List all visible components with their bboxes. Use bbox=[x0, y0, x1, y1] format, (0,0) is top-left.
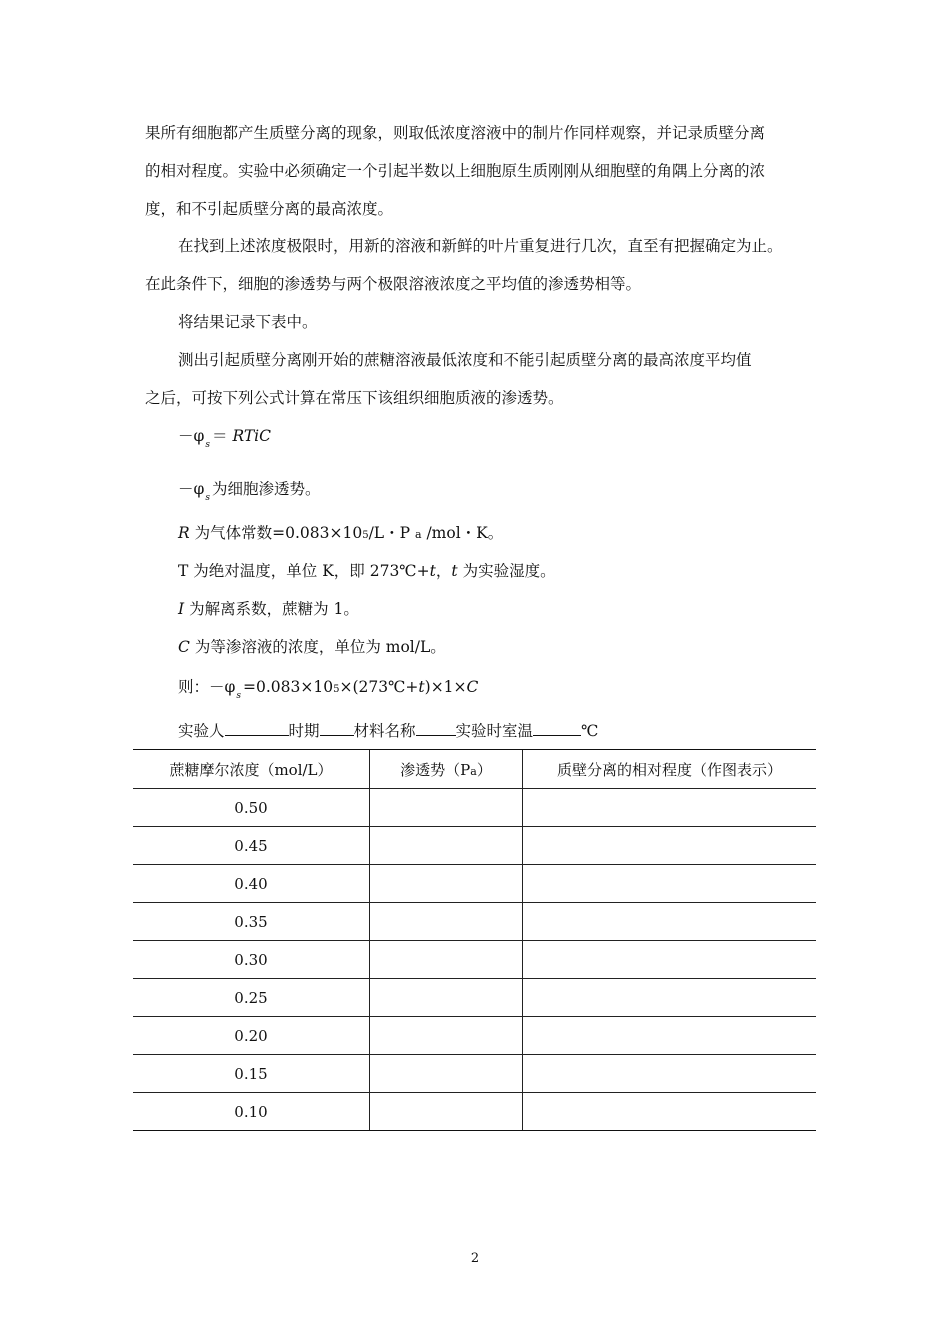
formula-def-text: 为解离系数，蔗糖为 1。 bbox=[189, 600, 359, 618]
cell-concentration: 0.10 bbox=[133, 1093, 370, 1131]
cell-osmotic-potential[interactable] bbox=[370, 1017, 523, 1055]
page-number: 2 bbox=[470, 1251, 480, 1266]
formula-result bbox=[178, 676, 478, 701]
cell-plasmolysis-degree[interactable] bbox=[523, 1055, 817, 1093]
header-pa-small: a bbox=[470, 764, 477, 778]
table-row bbox=[133, 827, 816, 865]
formula-subscript-s: s bbox=[236, 691, 241, 701]
cell-osmotic-potential[interactable] bbox=[370, 827, 523, 865]
header-concentration: 蔗糖摩尔浓度（mol/L） bbox=[133, 750, 370, 789]
paragraph-line: 测出引起质壁分离刚开始的蔗糖溶液最低浓度和不能引起质壁分离的最高浓度平均值 bbox=[178, 351, 752, 369]
formula-var-t: t bbox=[451, 562, 458, 580]
cell-concentration: 0.50 bbox=[133, 789, 370, 827]
results-table bbox=[133, 749, 816, 1131]
formula-minus-phi: －φ bbox=[178, 427, 205, 445]
formula-def-r bbox=[178, 522, 503, 547]
cell-concentration: 0.20 bbox=[133, 1017, 370, 1055]
cell-plasmolysis-degree[interactable] bbox=[523, 979, 817, 1017]
formula-def-text: 为细胞渗透势。 bbox=[211, 480, 321, 498]
formula-def-text: 为绝对温度，单位 K，即 273℃+ bbox=[193, 562, 430, 580]
label-temp-unit: ℃ bbox=[581, 722, 599, 740]
table-row bbox=[133, 1017, 816, 1055]
cell-osmotic-potential[interactable] bbox=[370, 903, 523, 941]
paragraph-line: 度，和不引起质壁分离的最高浓度。 bbox=[145, 200, 394, 218]
formula-def-i bbox=[178, 598, 359, 620]
cell-plasmolysis-degree[interactable] bbox=[523, 941, 817, 979]
label-experimenter: 实验人 bbox=[178, 722, 225, 740]
cell-concentration: 0.30 bbox=[133, 941, 370, 979]
cell-concentration: 0.25 bbox=[133, 979, 370, 1017]
formula-minus-phi: －φ bbox=[209, 678, 236, 696]
formula-subscript-s: s bbox=[205, 440, 210, 450]
cell-concentration: 0.45 bbox=[133, 827, 370, 865]
label-material: 材料名称 bbox=[353, 722, 416, 740]
table-row bbox=[133, 903, 816, 941]
label-room-temp: 实验时室温 bbox=[455, 722, 534, 740]
symbol-r: R bbox=[178, 524, 190, 542]
formula-def-text: ， bbox=[435, 562, 452, 580]
cell-osmotic-potential[interactable] bbox=[370, 1055, 523, 1093]
cell-plasmolysis-degree[interactable] bbox=[523, 1093, 817, 1131]
formula-exponent: 5 bbox=[362, 530, 369, 541]
formula-equals: ＝ bbox=[211, 427, 228, 445]
formula-def-phi bbox=[178, 478, 321, 503]
header-osmotic-label: 渗透势（P bbox=[400, 760, 471, 779]
cell-concentration: 0.15 bbox=[133, 1055, 370, 1093]
cell-concentration: 0.40 bbox=[133, 865, 370, 903]
paragraph-line: 之后，可按下列公式计算在常压下该组织细胞质液的渗透势。 bbox=[145, 389, 564, 407]
formula-result-prefix: 则： bbox=[178, 678, 210, 696]
formula-var-t: t bbox=[418, 678, 425, 696]
paragraph-line: 在找到上述浓度极限时，用新的溶液和新鲜的叶片重复进行几次，直至有把握确定为止。 bbox=[178, 237, 783, 255]
formula-rhs: RTiC bbox=[232, 427, 271, 445]
formula-def-text: 为实验湿度。 bbox=[462, 562, 556, 580]
symbol-t: T bbox=[178, 562, 189, 580]
formula-def-text: 为等渗溶液的浓度，单位为 mol/L。 bbox=[194, 638, 446, 656]
cell-plasmolysis-degree[interactable] bbox=[523, 789, 817, 827]
symbol-c: C bbox=[178, 638, 190, 656]
cell-osmotic-potential[interactable] bbox=[370, 865, 523, 903]
formula-def-text: /mol・K。 bbox=[426, 524, 504, 542]
formula-pa-small: a bbox=[414, 528, 422, 541]
material-blank[interactable] bbox=[416, 720, 456, 736]
table-row bbox=[133, 789, 816, 827]
formula-result-text: ×(273℃+ bbox=[339, 678, 419, 696]
formula-var-c: C bbox=[466, 678, 479, 696]
formula-result-text: )×1× bbox=[424, 678, 467, 696]
paragraph-line: 在此条件下，细胞的渗透势与两个极限溶液浓度之平均值的渗透势相等。 bbox=[145, 275, 642, 293]
formula-exponent: 5 bbox=[333, 684, 340, 695]
cell-plasmolysis-degree[interactable] bbox=[523, 865, 817, 903]
formula-var-t: t bbox=[429, 562, 436, 580]
header-close-paren: ） bbox=[476, 760, 492, 779]
table-row bbox=[133, 941, 816, 979]
cell-osmotic-potential[interactable] bbox=[370, 789, 523, 827]
cell-concentration: 0.35 bbox=[133, 903, 370, 941]
record-fields-line bbox=[178, 720, 598, 742]
formula-minus-phi: －φ bbox=[178, 480, 205, 498]
formula-subscript-s: s bbox=[205, 493, 210, 503]
cell-plasmolysis-degree[interactable] bbox=[523, 903, 817, 941]
header-plasmolysis-degree: 质壁分离的相对程度（作图表示） bbox=[523, 750, 817, 789]
label-period: 时期 bbox=[288, 722, 320, 740]
cell-plasmolysis-degree[interactable] bbox=[523, 827, 817, 865]
symbol-i: I bbox=[178, 600, 185, 618]
period-blank[interactable] bbox=[320, 720, 354, 736]
table-row bbox=[133, 979, 816, 1017]
header-osmotic-potential bbox=[370, 750, 523, 789]
cell-osmotic-potential[interactable] bbox=[370, 1093, 523, 1131]
table-row bbox=[133, 1055, 816, 1093]
formula-osmotic-potential bbox=[178, 425, 271, 450]
table-header-row bbox=[133, 750, 816, 789]
formula-def-text: /L・P bbox=[368, 524, 411, 542]
room-temp-blank[interactable] bbox=[533, 720, 581, 736]
experimenter-blank[interactable] bbox=[225, 720, 289, 736]
formula-result-text: =0.083×10 bbox=[243, 678, 334, 696]
paragraph-line: 果所有细胞都产生质壁分离的现象，则取低浓度溶液中的制片作同样观察，并记录质壁分离 bbox=[145, 124, 766, 142]
cell-osmotic-potential[interactable] bbox=[370, 979, 523, 1017]
cell-osmotic-potential[interactable] bbox=[370, 941, 523, 979]
formula-def-c bbox=[178, 636, 446, 658]
formula-def-t bbox=[178, 560, 556, 582]
cell-plasmolysis-degree[interactable] bbox=[523, 1017, 817, 1055]
formula-def-text: 为气体常数=0.083×10 bbox=[194, 524, 363, 542]
paragraph-line: 将结果记录下表中。 bbox=[178, 313, 318, 331]
paragraph-line: 的相对程度。实验中必须确定一个引起半数以上细胞原生质刚刚从细胞壁的角隅上分离的浓 bbox=[145, 162, 766, 180]
table-row bbox=[133, 865, 816, 903]
table-row bbox=[133, 1093, 816, 1131]
